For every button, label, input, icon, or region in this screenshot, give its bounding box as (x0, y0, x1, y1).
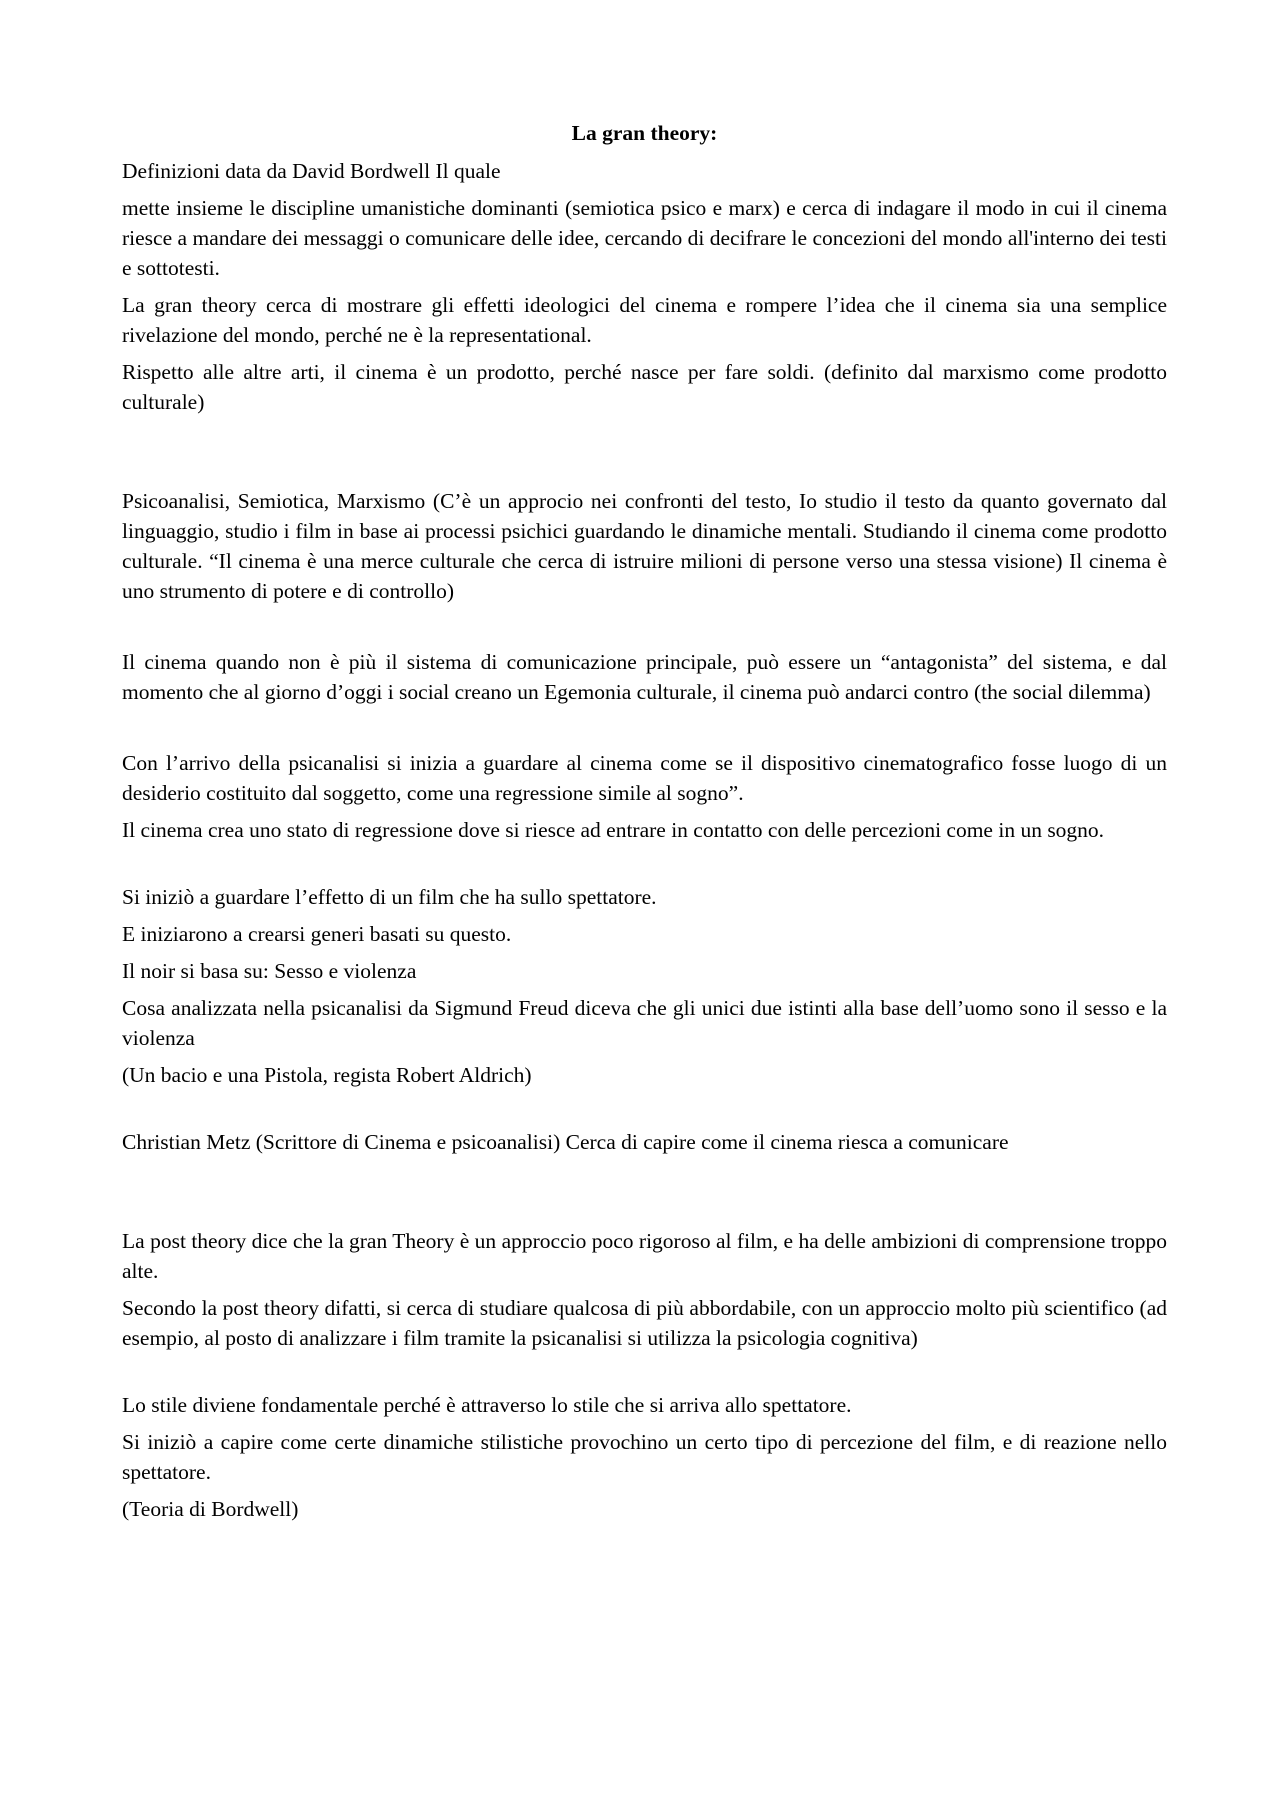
blank-space (122, 714, 1167, 748)
paragraph: Si iniziò a guardare l’effetto di un film che ha sullo spettatore. (122, 885, 657, 909)
paragraph: Definizioni data da David Bordwell Il quale (122, 159, 501, 183)
paragraph: La post theory dice che la gran Theory è un approccio poco rigoroso al film, e ha delle ambizioni di comprensione troppo alte. (122, 1229, 1167, 1283)
blank-space (122, 1164, 1167, 1226)
paragraph: (Teoria di Bordwell) (122, 1497, 299, 1521)
paragraph: Il noir si basa su: Sesso e violenza (122, 959, 417, 983)
paragraph: Cosa analizzata nella psicanalisi da Sigmund Freud diceva che gli unici due istinti alla base dell’uomo sono il sesso e la violenza (122, 996, 1167, 1050)
paragraph: Il cinema crea uno stato di regressione dove si riesce ad entrare in contatto con delle percezioni come in un sogno. (122, 818, 1105, 842)
paragraph: E iniziarono a crearsi generi basati su questo. (122, 922, 512, 946)
paragraph: mette insieme le discipline umanistiche dominanti (semiotica psico e marx) e cerca di indagare il modo in cui il cinema riesce a mandare dei messaggi o comunicare delle idee, cercando di decifrare le concezioni del mondo all'interno dei testi e sottotesti. (122, 196, 1167, 280)
blank-space (122, 1097, 1167, 1127)
paragraph: Lo stile diviene fondamentale perché è attraverso lo stile che si arriva allo spettatore. (122, 1393, 852, 1417)
blank-space (122, 1360, 1167, 1390)
paragraph: Rispetto alle altre arti, il cinema è un prodotto, perché nasce per fare soldi. (definito dal marxismo come prodotto culturale) (122, 360, 1167, 414)
paragraph: La gran theory cerca di mostrare gli effetti ideologici del cinema e rompere l’idea che il cinema sia una semplice rivelazione del mondo, perché ne è la representational. (122, 293, 1167, 347)
blank-space (122, 852, 1167, 882)
paragraph: Con l’arrivo della psicanalisi si inizia a guardare al cinema come se il dispositivo cinematografico fosse luogo di un desiderio costituito dal soggetto, come una regressione simile al sogno”. (122, 751, 1167, 805)
paragraph: (Un bacio e una Pistola, regista Robert Aldrich) (122, 1063, 532, 1087)
paragraph: Si iniziò a capire come certe dinamiche stilistiche provochino un certo tipo di percezione del film, e di reazione nello spettatore. (122, 1430, 1167, 1484)
paragraph: Secondo la post theory difatti, si cerca di studiare qualcosa di più abbordabile, con un approccio molto più scientifico (ad esempio, al posto di analizzare i film tramite la psicanalisi si utilizza la psicologia cognitiva) (122, 1296, 1167, 1350)
document-title: La gran theory: (571, 121, 718, 145)
paragraph: Christian Metz (Scrittore di Cinema e psicoanalisi) Cerca di capire come il cinema riesca a comunicare (122, 1130, 1009, 1154)
paragraph: Il cinema quando non è più il sistema di comunicazione principale, può essere un “antagonista” del sistema, e dal momento che al giorno d’oggi i social creano un Egemonia culturale, il cinema può andarci contro (the social dilemma) (122, 650, 1167, 704)
blank-space (122, 613, 1167, 647)
paragraph: Psicoanalisi, Semiotica, Marxismo (C’è un approcio nei confronti del testo, Io studio il testo da quanto governato dal linguaggio, studio i film in base ai processi psichici guardando le dinamiche mentali. Studiando il cinema come prodotto culturale. “Il cinema è una merce culturale che cerca di istruire milioni di persone verso una stessa visione) Il cinema è uno strumento di potere e di controllo) (122, 489, 1167, 603)
blank-space (122, 424, 1167, 486)
document-page (122, 118, 1167, 1531)
